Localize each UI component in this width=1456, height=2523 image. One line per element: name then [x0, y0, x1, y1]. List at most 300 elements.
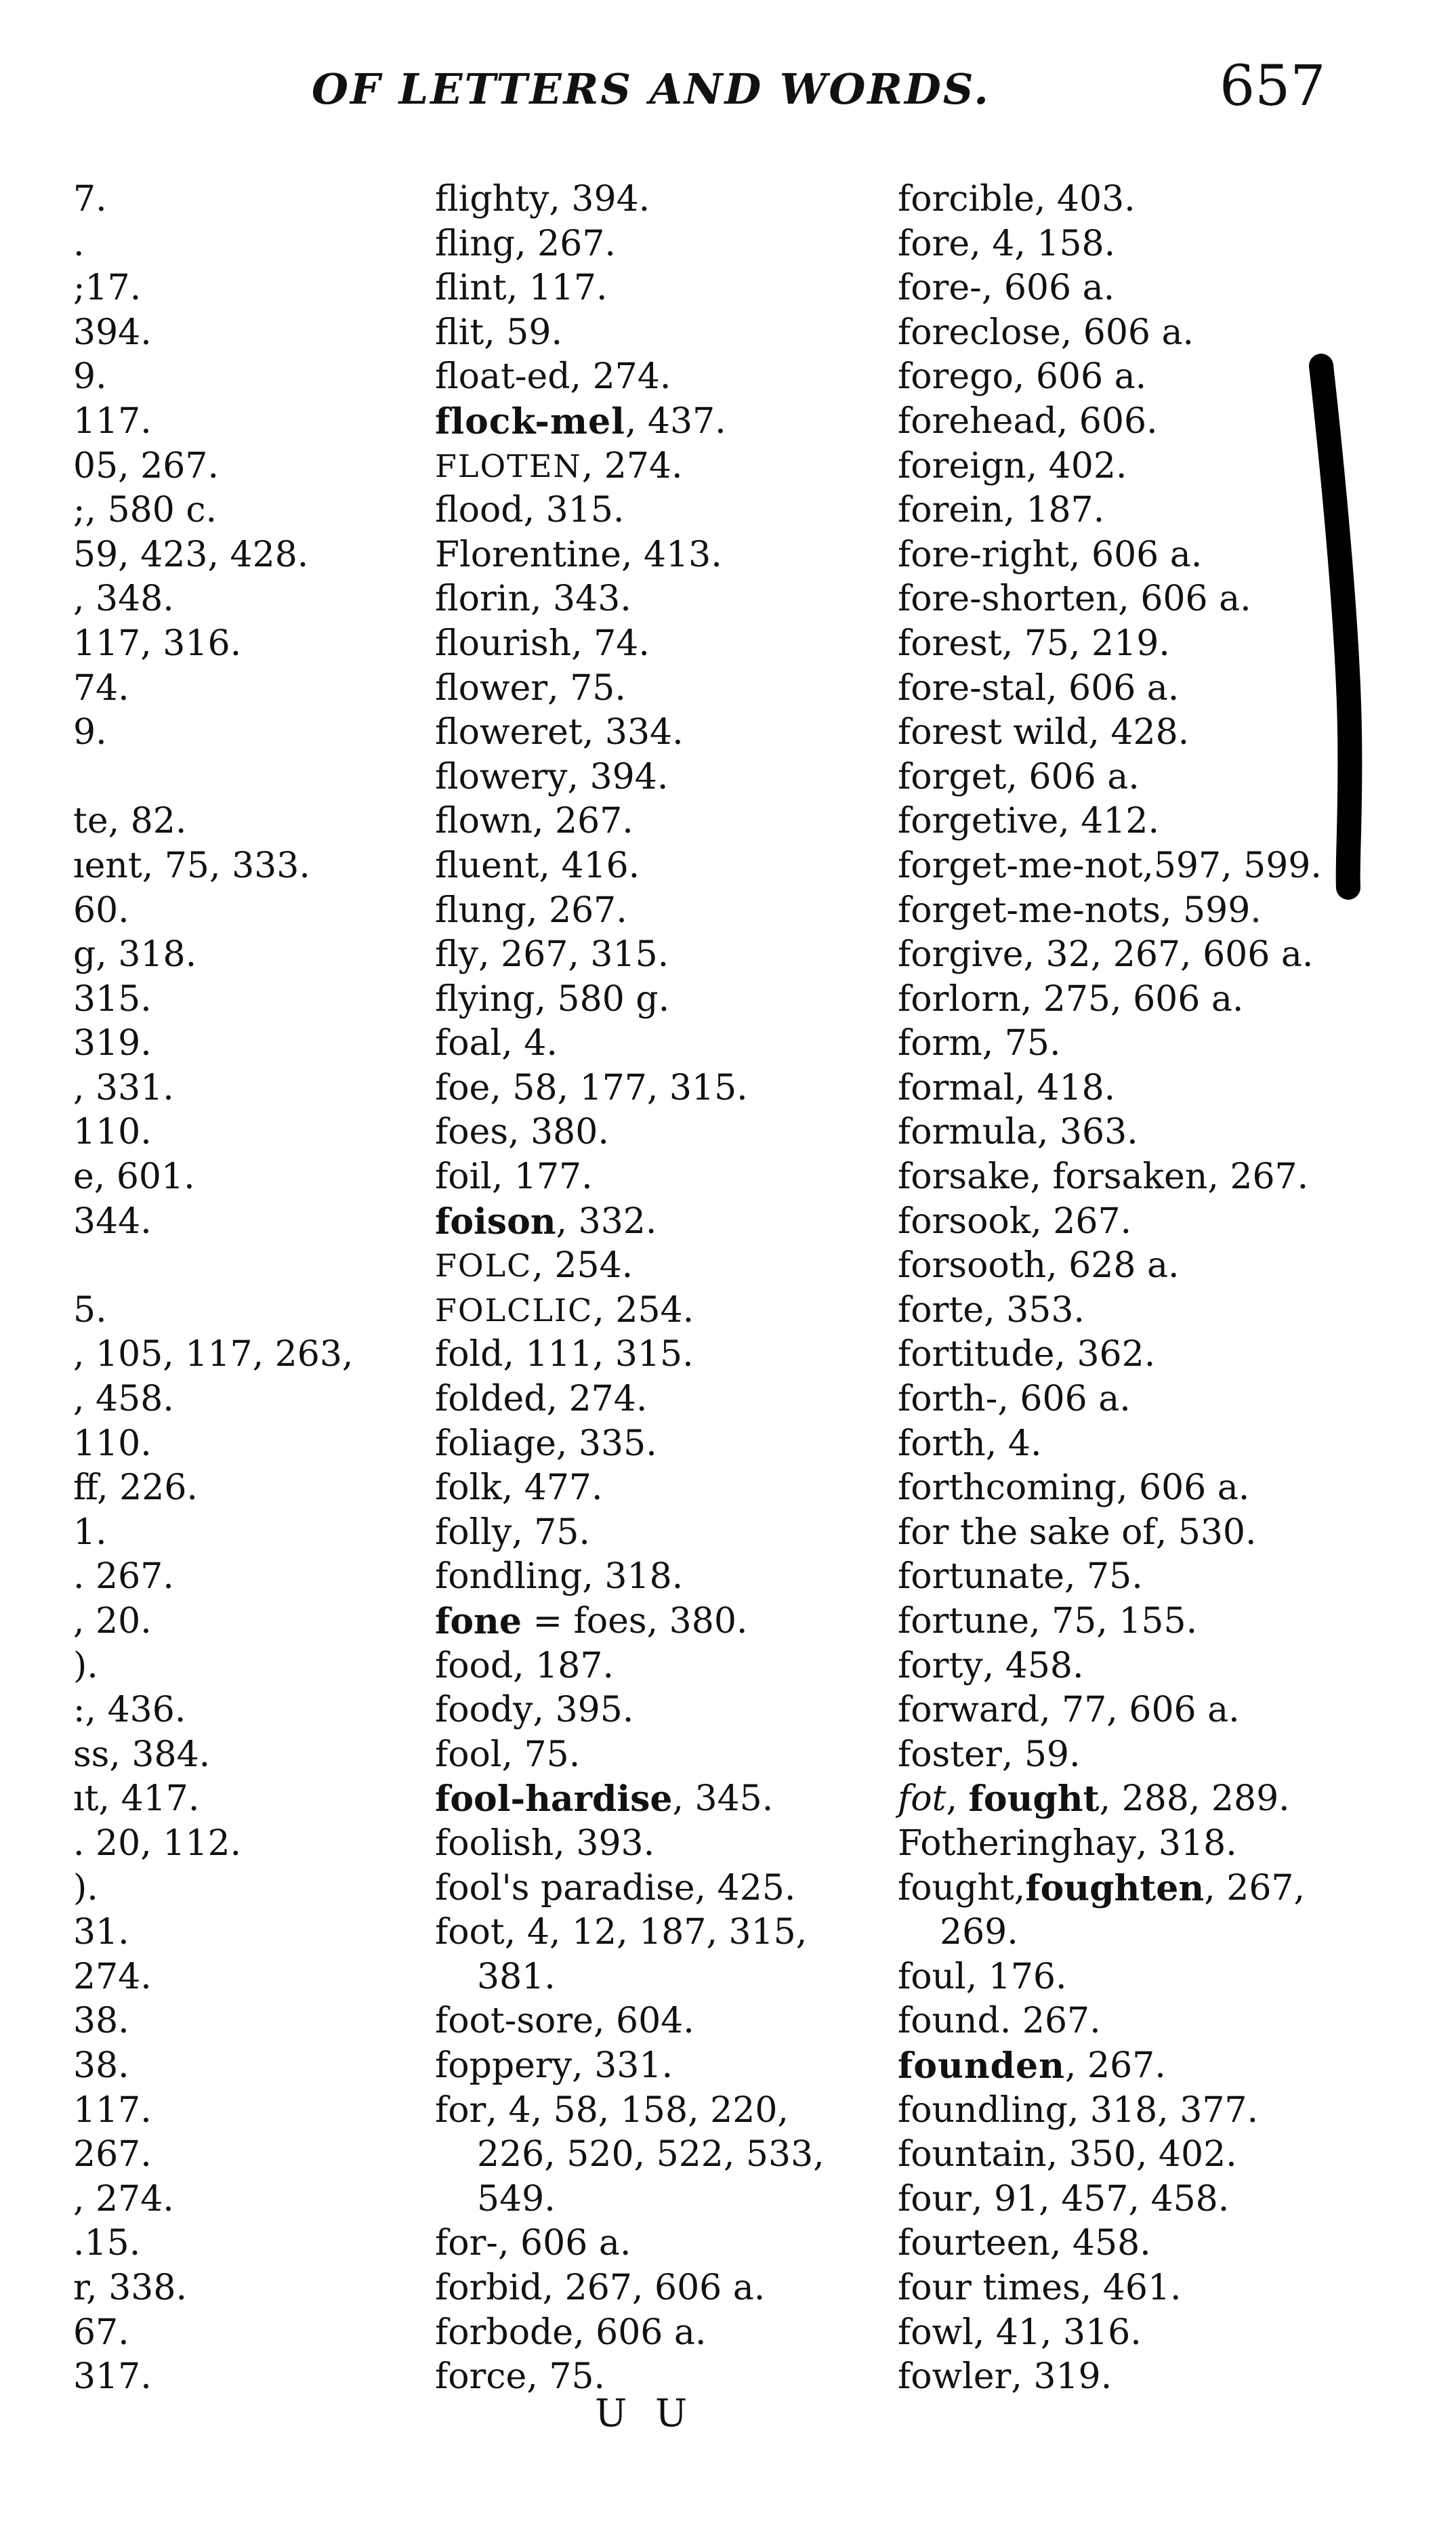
entry-references: , 394.	[549, 179, 650, 220]
index-entry	[898, 266, 1413, 311]
index-entry	[898, 1555, 1413, 1600]
index-entry	[898, 1422, 1413, 1467]
index-entry-fragment: 60.	[73, 890, 129, 931]
index-entry	[435, 1688, 869, 1733]
entry-references: , 187.	[1003, 490, 1105, 531]
entry-headword: fling	[435, 223, 516, 264]
entry-headword: flood	[435, 490, 524, 531]
index-entry	[898, 1644, 1413, 1689]
entry-headword: formula	[898, 1112, 1037, 1153]
entry-references: , 606 a.	[1013, 356, 1147, 398]
entry-references: , 380.	[508, 1112, 609, 1153]
index-entry	[898, 1999, 1413, 2044]
index-entry-fragment: 394.	[73, 312, 152, 353]
entry-headword: for-	[435, 2223, 498, 2264]
index-entry-fragment: 5.	[73, 1289, 107, 1331]
entry-headword: fold	[435, 1334, 503, 1375]
index-entry-fragment: 38.	[73, 2001, 129, 2042]
index-entry	[435, 755, 869, 800]
entry-references: . 267.	[999, 2001, 1101, 2042]
entry-references: , 111, 315.	[503, 1334, 694, 1375]
entry-headword: fool's paradise	[435, 1867, 695, 1909]
entry-headword: foster	[898, 1734, 1002, 1775]
index-entry-fragment: 319.	[73, 1023, 152, 1064]
entry-headword: fool-hardise	[435, 1778, 673, 1820]
index-entry-fragment: 05, 267.	[73, 445, 220, 486]
index-entry-fragment	[73, 755, 358, 800]
entry-references: , 267,	[1204, 1867, 1306, 1909]
index-entry	[898, 1155, 1413, 1200]
index-entry	[435, 311, 869, 356]
index-entry	[435, 1422, 869, 1467]
entry-headword: fought,	[898, 1867, 1026, 1909]
entry-references: = foes, 380.	[521, 1601, 748, 1642]
entry-headword: formal	[898, 1067, 1015, 1108]
entry-references: , 274.	[581, 445, 683, 486]
entry-references: , 413.	[621, 534, 722, 575]
index-entry-fragment: 274.	[73, 1956, 152, 1997]
index-entry-fragment: ;17.	[73, 268, 142, 309]
entry-references: , 402.	[1026, 445, 1127, 486]
index-entry	[898, 2266, 1413, 2311]
entry-references: , 458.	[1049, 2223, 1151, 2264]
entry-references: , 59.	[484, 312, 562, 353]
entry-headword: forth-	[898, 1379, 998, 1420]
entry-headword: forte	[898, 1289, 984, 1331]
entry-references: , 604.	[593, 2001, 694, 2042]
index-entry-fragment: 117, 316.	[73, 623, 242, 664]
entry-headword: fortunate	[898, 1556, 1064, 1598]
entry-headword: folk	[435, 1467, 502, 1509]
entry-references: , 254.	[593, 1289, 694, 1331]
entry-headword: forsake, forsaken	[898, 1156, 1208, 1198]
entry-references: , 4, 58, 158, 220,	[486, 2089, 789, 2131]
entry-headword: foul	[898, 1956, 966, 1997]
entry-headword: foil	[435, 1156, 492, 1198]
entry-references: , 363.	[1037, 1112, 1138, 1153]
entry-references: , 530.	[1155, 1511, 1257, 1553]
entry-references: , 606 a.	[1060, 312, 1194, 353]
index-entry	[898, 1733, 1413, 1778]
entry-headword: fool	[435, 1734, 502, 1775]
entry-references: , 606 a.	[1006, 756, 1140, 797]
entry-headword: flying	[435, 978, 535, 1020]
index-entry	[898, 1066, 1413, 1111]
entry-references: , 59.	[1001, 1734, 1081, 1775]
entry-headword: forego	[898, 356, 1014, 398]
index-entry	[898, 178, 1413, 222]
index-entry-fragment: 267.	[73, 2134, 152, 2175]
index-entry-fragment: 74.	[73, 667, 129, 709]
entry-headword: foody	[435, 1690, 533, 1731]
index-entry	[435, 178, 869, 222]
index-entry	[435, 488, 869, 533]
entry-headword: flowery	[435, 756, 568, 797]
index-entry-fragment: . 20, 112.	[73, 1822, 242, 1864]
entry-references: , 416.	[539, 845, 640, 886]
index-entry-fragment: , 348.	[73, 579, 174, 620]
index-entry	[898, 1200, 1413, 1245]
entry-references: , 606 a.	[997, 1379, 1131, 1420]
index-entry	[898, 1022, 1413, 1066]
index-entry-fragment: 117.	[73, 2089, 152, 2131]
index-entry	[435, 889, 869, 934]
entry-references: , 580 g.	[535, 978, 670, 1020]
entry-references: , 75.	[547, 667, 626, 709]
entry-references: 226, 520, 522, 533,	[477, 2134, 825, 2175]
entry-references: , 606 a.	[1068, 534, 1203, 575]
index-entry	[898, 1688, 1413, 1733]
index-entry-fragment: .	[73, 223, 85, 264]
entry-references: , 75.	[501, 1734, 581, 1775]
index-entry	[435, 711, 869, 755]
index-entry-fragment: ıent, 75, 333.	[73, 845, 310, 886]
index-entry-fragment: ).	[73, 1867, 98, 1909]
entry-headword: Florentine	[435, 534, 621, 575]
entry-headword: fluent	[435, 845, 539, 886]
entry-references: , 4.	[985, 1423, 1042, 1464]
entry-headword: forward	[898, 1690, 1040, 1731]
index-column-middle	[435, 178, 869, 2400]
entry-headword: forget-me-nots	[898, 890, 1161, 931]
index-entry	[435, 1466, 869, 1511]
page-number: 657	[1220, 54, 1326, 119]
entry-headword: flown	[435, 801, 533, 842]
index-entry	[435, 577, 869, 622]
entry-references: , 177.	[491, 1156, 593, 1198]
entry-headword: flourish	[435, 623, 572, 664]
index-entry	[435, 2133, 869, 2177]
entry-references: , 75.	[982, 1023, 1061, 1064]
entry-references: , 4, 158.	[970, 223, 1116, 264]
entry-references: , 606 a.	[497, 2223, 631, 2264]
entry-headword: foliage	[435, 1423, 556, 1464]
entry-headword: fly	[435, 934, 479, 976]
index-entry	[435, 1244, 869, 1289]
entry-headword: forget-me-not	[898, 845, 1143, 886]
entry-references: , 606.	[1056, 400, 1158, 442]
entry-references: , 315.	[523, 490, 625, 531]
index-entry-fragment: .15.	[73, 2223, 141, 2264]
index-entry	[898, 2177, 1413, 2222]
entry-headword: forgetive	[898, 801, 1059, 842]
entry-headword: for the sake of	[898, 1511, 1156, 1553]
index-entry	[435, 355, 869, 400]
index-entry	[435, 1066, 869, 1111]
entry-references: , 254.	[532, 1245, 633, 1287]
index-entry-fragment: . 267.	[73, 1556, 174, 1598]
entry-references: , 274.	[570, 356, 671, 398]
index-entry	[898, 311, 1413, 356]
entry-headword-variant: fought	[968, 1778, 1100, 1820]
entry-headword: fortitude	[898, 1334, 1055, 1375]
index-entry-fragment: r, 338.	[73, 2267, 187, 2308]
index-entry	[898, 1911, 1413, 1955]
index-entry-fragment: :, 436.	[73, 1690, 186, 1731]
entry-headword: foot-sore	[435, 2001, 594, 2042]
entry-references: , 606 a.	[1118, 579, 1251, 620]
index-entry-fragment: , 20.	[73, 1601, 152, 1642]
index-entry	[435, 1777, 869, 1822]
index-entry-fragment: 317.	[73, 2356, 152, 2398]
entry-headword: float-ed	[435, 356, 570, 398]
signature-mark: U U	[595, 2392, 696, 2436]
index-entry	[435, 1511, 869, 1556]
entry-headword: forthcoming	[898, 1467, 1117, 1509]
index-entry	[435, 1955, 869, 2000]
index-entry	[435, 622, 869, 667]
index-entry	[898, 1244, 1413, 1289]
entry-references: ,597, 599.	[1142, 845, 1322, 886]
entry-headword: food	[435, 1645, 514, 1686]
index-entry-fragment: 315.	[73, 978, 152, 1020]
entry-headword: flung	[435, 890, 526, 931]
entry-headword: foes	[435, 1112, 509, 1153]
index-entry	[898, 2355, 1413, 2400]
entry-headword: flock-mel	[435, 400, 625, 442]
index-entry-fragment: ).	[73, 1645, 98, 1686]
entry-references: , 394.	[567, 756, 669, 797]
index-entry-fragment: ff, 226.	[73, 1467, 198, 1509]
index-entry-fragment: e, 601.	[73, 1156, 195, 1198]
index-entry	[435, 533, 869, 578]
index-entry-fragment: 1.	[73, 1511, 107, 1553]
entry-references: , 418.	[1014, 1067, 1116, 1108]
entry-headword: forget	[898, 756, 1007, 797]
index-entry	[435, 1999, 869, 2044]
entry-references: , 403.	[1034, 179, 1136, 220]
index-entry-fragment: 110.	[73, 1423, 152, 1464]
entry-headword: fore-shorten	[898, 579, 1119, 620]
index-entry	[898, 1333, 1413, 1377]
entry-headword: foe	[435, 1067, 491, 1108]
entry-headword: for	[435, 2089, 486, 2131]
entry-headword: forbid	[435, 2267, 543, 2308]
entry-references: , 4, 12, 187, 315,	[504, 1912, 808, 1953]
entry-headword: foppery	[435, 2045, 573, 2086]
entry-references: , 334.	[582, 712, 684, 753]
entry-references: , 91, 457, 458.	[971, 2178, 1230, 2219]
entry-headword: FOLC	[435, 1247, 533, 1285]
entry-references: , 606 a.	[1116, 1467, 1250, 1509]
entry-headword: FLOTEN	[435, 447, 582, 484]
entry-headword: founden	[898, 2045, 1065, 2087]
entry-references: , 599.	[1160, 890, 1262, 931]
index-entry	[898, 978, 1413, 1022]
entry-headword: fone	[435, 1601, 522, 1642]
entry-references: , 393.	[554, 1822, 655, 1864]
index-entry	[435, 1600, 869, 1644]
index-entry	[435, 1867, 869, 1911]
running-header: OF LETTERS AND WORDS.	[312, 64, 991, 114]
entry-headword: fore	[898, 223, 970, 264]
entry-references: , 353.	[984, 1289, 1085, 1331]
entry-headword: folly	[435, 1511, 512, 1553]
index-entry	[898, 1466, 1413, 1511]
index-entry	[435, 2266, 869, 2311]
index-entry	[898, 2133, 1413, 2177]
index-entry	[435, 444, 869, 489]
entry-headword-variant: foughten	[1025, 1867, 1205, 1909]
entry-references: , 332.	[556, 1201, 657, 1242]
entry-headword: FOLCLIC	[435, 1291, 594, 1329]
entry-headword: forsooth	[898, 1245, 1047, 1287]
index-entry	[435, 1333, 869, 1377]
index-entry-fragment: , 458.	[73, 1379, 174, 1420]
index-entry	[435, 1911, 869, 1955]
index-entry-fragment	[73, 1244, 358, 1289]
index-entry	[435, 1022, 869, 1066]
index-entry-fragment: 38.	[73, 2045, 129, 2086]
entry-references: , 606 a.	[573, 2312, 707, 2353]
entry-headword: foison	[435, 1201, 556, 1243]
index-entry	[898, 1289, 1413, 1333]
entry-references: , 267.	[1031, 1201, 1132, 1242]
index-entry-fragment: g, 318.	[73, 934, 197, 976]
index-entry	[435, 978, 869, 1022]
index-entry-fragment: 59, 423, 428.	[73, 534, 309, 575]
entry-references: , 4.	[501, 1023, 558, 1064]
entry-references: , 267.	[1064, 2045, 1166, 2086]
entry-headword: found	[898, 2001, 1000, 2042]
entry-headword: form	[898, 1023, 982, 1064]
index-entry-fragment: ss, 384.	[73, 1734, 211, 1775]
index-entry	[898, 1600, 1413, 1644]
entry-references: , 267.	[526, 890, 627, 931]
index-entry-fragment: 110.	[73, 1112, 152, 1153]
entry-headword: forein	[898, 490, 1004, 531]
entry-references: , 288, 289.	[1099, 1778, 1290, 1820]
entry-headword: foundling	[898, 2089, 1068, 2131]
entry-references: 381.	[477, 1956, 556, 1997]
entry-references: , 343.	[530, 579, 631, 620]
entry-headword: forbode	[435, 2312, 574, 2353]
entry-references: , 461.	[1080, 2267, 1182, 2308]
index-entry	[898, 1110, 1413, 1155]
index-entry	[435, 1733, 869, 1778]
entry-references: , 75.	[512, 1511, 590, 1553]
entry-headword: fot	[898, 1778, 947, 1820]
entry-headword: forsook	[898, 1201, 1031, 1242]
index-entry-fragment: ıt, 417.	[73, 1778, 200, 1820]
entry-references: , 267.	[1207, 1156, 1309, 1198]
entry-references: , 75.	[526, 2356, 606, 2398]
entry-references: ,	[946, 1778, 969, 1820]
entry-headword: forty	[898, 1645, 983, 1686]
entry-references: , 274.	[546, 1379, 648, 1420]
index-entry-fragment: 9.	[73, 712, 107, 753]
entry-headword: Fotheringhay	[898, 1822, 1136, 1864]
index-entry-fragment: ;, 580 c.	[73, 490, 217, 531]
index-entry	[435, 1555, 869, 1600]
index-entry	[898, 933, 1413, 978]
index-entry	[435, 1110, 869, 1155]
entry-headword: forgive	[898, 934, 1024, 976]
entry-headword: foot	[435, 1912, 505, 1953]
index-entry	[435, 2177, 869, 2222]
entry-headword: fore-	[898, 268, 982, 309]
entry-references: , 75, 219.	[1001, 623, 1170, 664]
entry-headword: foolish	[435, 1822, 554, 1864]
entry-headword: fourteen	[898, 2223, 1050, 2264]
margin-pencil-mark	[1308, 352, 1369, 901]
entry-headword: forlorn	[898, 978, 1021, 1020]
entry-headword: foreign	[898, 445, 1026, 486]
entry-references: , 41, 316.	[973, 2312, 1142, 2353]
entry-references: , 606 a.	[981, 268, 1115, 309]
entry-references: , 267.	[515, 223, 616, 264]
index-entry-fragment: 344.	[73, 1201, 152, 1242]
entry-references: , 267.	[533, 801, 633, 842]
entry-headword: forth	[898, 1423, 986, 1464]
index-entry	[435, 844, 869, 889]
entry-references: , 74.	[571, 623, 650, 664]
index-entry-fragment: te, 82.	[73, 801, 187, 842]
index-entry	[898, 1511, 1413, 1556]
entry-references: , 606 a.	[1045, 667, 1180, 709]
index-entry	[898, 2311, 1413, 2356]
index-entry-fragment: , 331.	[73, 1067, 174, 1108]
index-entry	[435, 933, 869, 978]
entry-references: , 412.	[1058, 801, 1159, 842]
entry-references: 269.	[940, 1912, 1018, 1953]
entry-references: , 345.	[672, 1778, 774, 1820]
entry-references: , 176.	[965, 1956, 1067, 1997]
index-entry	[898, 1377, 1413, 1422]
entry-references: , 75, 155.	[1029, 1601, 1198, 1642]
index-entry	[898, 1867, 1413, 1911]
index-entry-fragment: 67.	[73, 2312, 129, 2353]
entry-references: , 477.	[501, 1467, 603, 1509]
index-entry	[898, 1955, 1413, 2000]
entry-headword: force	[435, 2356, 527, 2398]
entry-references: , 335.	[556, 1423, 657, 1464]
entry-headword: four times	[898, 2267, 1081, 2308]
entry-references: , 267, 315.	[478, 934, 669, 976]
entry-references: , 437.	[625, 400, 726, 442]
entry-references: , 75.	[1064, 1556, 1143, 1598]
index-entry-fragment: 31.	[73, 1912, 129, 1953]
entry-headword: florin	[435, 579, 531, 620]
entry-headword: fountain	[898, 2134, 1047, 2175]
index-entry	[435, 1155, 869, 1200]
index-entry	[435, 2222, 869, 2266]
entry-references: , 331.	[572, 2045, 673, 2086]
entry-headword: folded	[435, 1379, 547, 1420]
index-entry	[435, 799, 869, 844]
index-entry	[435, 400, 869, 444]
entry-references: , 319.	[1011, 2356, 1112, 2398]
entry-headword: floweret	[435, 712, 583, 753]
index-entry	[435, 2311, 869, 2356]
entry-references: , 117.	[506, 268, 608, 309]
entry-references: , 318, 377.	[1067, 2089, 1259, 2131]
entry-references: , 628 a.	[1046, 1245, 1180, 1287]
index-entry-fragment: , 274.	[73, 2178, 174, 2219]
index-entry-fragment: 9.	[73, 356, 107, 398]
entry-headword: fortune	[898, 1601, 1030, 1642]
entry-headword: forest	[898, 623, 1002, 664]
entry-headword: forcible	[898, 179, 1035, 220]
index-entry	[898, 2089, 1413, 2133]
entry-references: , 187.	[513, 1645, 614, 1686]
entry-headword: forest wild	[898, 712, 1089, 753]
entry-headword: fowler	[898, 2356, 1012, 2398]
index-entry-fragment: , 105, 117, 263,	[73, 1334, 354, 1375]
entry-references: 549.	[477, 2178, 556, 2219]
entry-references: , 350, 402.	[1046, 2134, 1237, 2175]
index-entry	[435, 1377, 869, 1422]
